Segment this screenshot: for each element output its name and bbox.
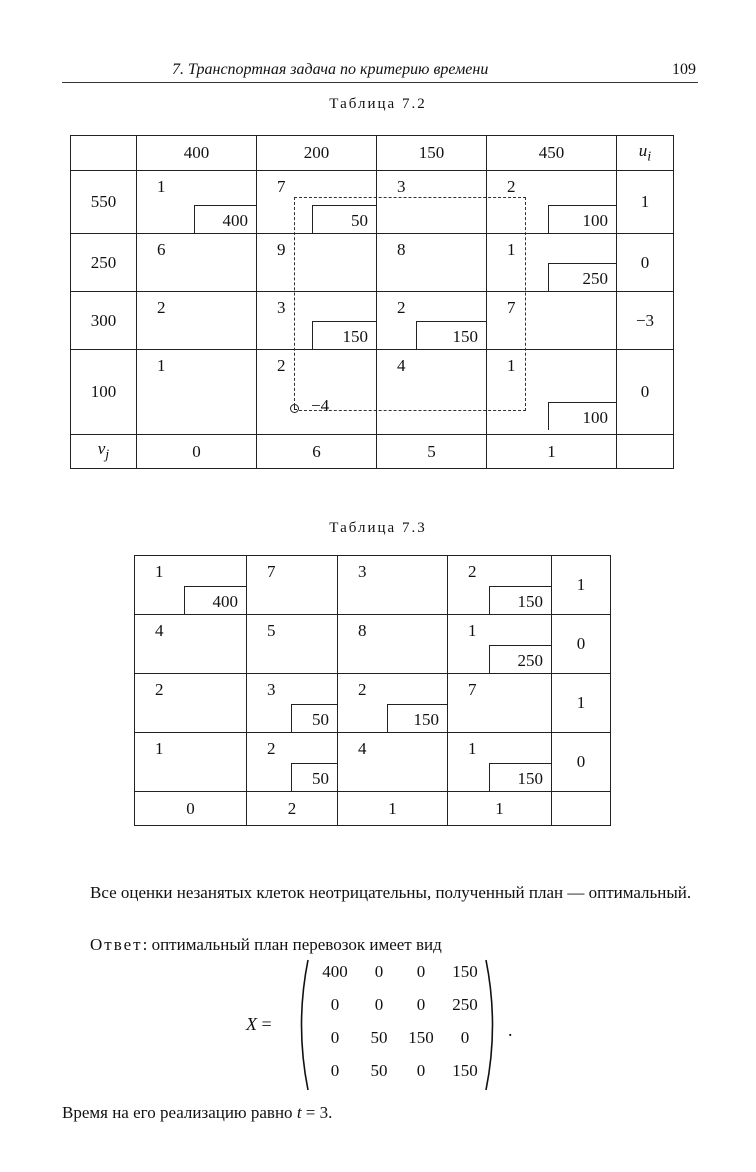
- v-potential: 1: [338, 792, 448, 826]
- cost-value: 1: [468, 739, 477, 758]
- demand-cell: 450: [487, 136, 617, 171]
- u-potential: 0: [617, 350, 674, 435]
- cost-value: 5: [267, 621, 276, 640]
- matrix-period: .: [508, 1020, 513, 1040]
- table-row: [135, 733, 611, 792]
- cost-value: 3: [358, 562, 367, 581]
- demand-cell: 400: [137, 136, 257, 171]
- chapter-title: 7. Транспортная задача по критерию времени: [172, 61, 489, 78]
- empty-cell: [617, 435, 674, 469]
- transport-cell: [135, 674, 247, 733]
- allocation-box: 150: [489, 763, 551, 791]
- table-7-3-caption: Таблица 7.3: [329, 520, 427, 536]
- cost-value: 2: [277, 356, 286, 375]
- allocation-box: 150: [312, 321, 376, 349]
- transport-cell: [135, 615, 247, 674]
- cost-value: 8: [358, 621, 367, 640]
- allocation-box: 100: [548, 402, 616, 430]
- v-potential: 2: [247, 792, 338, 826]
- allocation-box: 100: [548, 205, 616, 233]
- paragraph-conclusion: Все оценки незанятых клеток неотрицательны, полученный план — оптимальный.: [90, 883, 692, 902]
- transport-cell: [448, 733, 552, 792]
- delta-estimate: −4: [311, 396, 330, 415]
- allocation-box: 150: [489, 586, 551, 614]
- u-symbol: u: [638, 140, 648, 160]
- table-7-2-header-row: [71, 136, 674, 171]
- table-row: [71, 350, 674, 435]
- matrix-cell: 0: [330, 1028, 340, 1047]
- v-row: [135, 792, 611, 826]
- transport-cell: [377, 234, 487, 292]
- v-potential: 0: [137, 435, 257, 469]
- transport-cell: [377, 292, 487, 350]
- transport-cell: [377, 171, 487, 234]
- empty-cell: [552, 792, 611, 826]
- matrix-cell: 50: [370, 1028, 388, 1047]
- matrix-cell: 400: [322, 962, 348, 981]
- matrix-cell: 50: [370, 1061, 388, 1080]
- transport-cell: [448, 556, 552, 615]
- cost-value: 3: [277, 298, 286, 317]
- cost-value: 7: [277, 177, 286, 196]
- supply-cell: 250: [71, 234, 137, 292]
- matrix-equation: [240, 958, 540, 1092]
- cost-value: 4: [358, 739, 367, 758]
- transport-cell: [135, 733, 247, 792]
- transport-cell: [257, 171, 377, 234]
- cost-value: 4: [155, 621, 164, 640]
- allocation-box: 250: [548, 263, 616, 291]
- u-potential: 1: [552, 674, 611, 733]
- matrix-variable: X: [246, 1014, 257, 1034]
- supply-cell: 550: [71, 171, 137, 234]
- transport-cell: [338, 615, 448, 674]
- table-row: [135, 674, 611, 733]
- final-suffix: = 3.: [301, 1103, 333, 1122]
- matrix-cell: 150: [452, 962, 478, 981]
- cost-value: 1: [157, 177, 166, 196]
- transport-cell: [247, 733, 338, 792]
- cost-value: 1: [155, 739, 164, 758]
- matrix-cell: 150: [452, 1061, 478, 1080]
- table-7-2: [70, 135, 674, 469]
- cost-value: 9: [277, 240, 286, 259]
- allocation-box: 50: [312, 205, 376, 233]
- cost-value: 7: [468, 680, 477, 699]
- transport-cell: [137, 234, 257, 292]
- final-prefix: Время на его реализацию равно: [62, 1103, 297, 1122]
- transport-cell: [338, 674, 448, 733]
- transport-cell: [137, 292, 257, 350]
- paragraph-answer: [62, 932, 700, 958]
- matrix-cell: 0: [374, 995, 384, 1014]
- allocation-box: 400: [184, 586, 246, 614]
- transport-cell: [135, 556, 247, 615]
- u-subscript: i: [647, 148, 652, 165]
- allocation-box: 400: [194, 205, 256, 233]
- v-symbol: v: [97, 439, 106, 459]
- matrix-cell: 0: [330, 995, 340, 1014]
- cost-value: 7: [507, 298, 516, 317]
- cost-value: 2: [157, 298, 166, 317]
- matrix-cell: 0: [330, 1061, 340, 1080]
- equals-sign: =: [257, 1014, 272, 1034]
- table-row: [135, 615, 611, 674]
- cost-value: 1: [507, 356, 516, 375]
- transport-cell: [257, 234, 377, 292]
- transport-cell: [247, 674, 338, 733]
- answer-text: : оптимальный план перевозок имеет вид: [142, 935, 442, 954]
- transport-cell: [247, 615, 338, 674]
- paragraph-final: [62, 1100, 700, 1126]
- v-subscript: j: [105, 446, 110, 463]
- transport-cell: [137, 350, 257, 435]
- allocation-box: 250: [489, 645, 551, 673]
- v-potential: 1: [487, 435, 617, 469]
- u-potential: 0: [552, 615, 611, 674]
- supply-cell: 100: [71, 350, 137, 435]
- left-parenthesis: [294, 958, 310, 1092]
- cost-value: 1: [507, 240, 516, 259]
- final-variable: t: [296, 1103, 302, 1122]
- transport-cell: [137, 171, 257, 234]
- table-row: [71, 234, 674, 292]
- matrix-row: [312, 1028, 502, 1054]
- cost-value: 8: [397, 240, 406, 259]
- cost-value: 2: [507, 177, 516, 196]
- transport-cell: [338, 556, 448, 615]
- cost-value: 6: [157, 240, 166, 259]
- u-potential: 0: [617, 234, 674, 292]
- u-potential: 1: [617, 171, 674, 234]
- matrix-cell: 0: [416, 1061, 426, 1080]
- transport-cell: [487, 234, 617, 292]
- cost-value: 2: [397, 298, 406, 317]
- cost-value: 4: [397, 356, 406, 375]
- matrix-cell: 150: [408, 1028, 434, 1047]
- cost-value: 2: [358, 680, 367, 699]
- supply-cell: 300: [71, 292, 137, 350]
- cost-value: 7: [267, 562, 276, 581]
- matrix-cell: 250: [452, 995, 478, 1014]
- u-header: [617, 136, 674, 171]
- transport-cell: [487, 350, 617, 435]
- cost-value: 2: [155, 680, 164, 699]
- v-potential: 6: [257, 435, 377, 469]
- v-potential: 1: [448, 792, 552, 826]
- answer-label: Ответ: [90, 935, 143, 954]
- table-7-2-caption: Таблица 7.2: [329, 96, 427, 112]
- cost-value: 1: [157, 356, 166, 375]
- matrix-cell: 0: [374, 962, 384, 981]
- transport-cell: [487, 292, 617, 350]
- demand-cell: 150: [377, 136, 487, 171]
- matrix-label: [246, 1014, 272, 1035]
- allocation-box: 150: [416, 321, 486, 349]
- allocation-box: 50: [291, 704, 337, 732]
- matrix-cell: 0: [416, 995, 426, 1014]
- matrix-cell: 0: [460, 1028, 470, 1047]
- cost-value: 2: [267, 739, 276, 758]
- cost-value: 2: [468, 562, 477, 581]
- demand-cell: 200: [257, 136, 377, 171]
- table-row: [71, 171, 674, 234]
- v-potential: 5: [377, 435, 487, 469]
- corner-cell: [71, 136, 137, 171]
- table-7-3: [134, 555, 611, 826]
- u-potential: −3: [617, 292, 674, 350]
- transport-cell: [377, 350, 487, 435]
- allocation-box: 150: [387, 704, 447, 732]
- u-potential: 1: [552, 556, 611, 615]
- allocation-box: 50: [291, 763, 337, 791]
- transport-cell: [257, 292, 377, 350]
- transport-cell: [338, 733, 448, 792]
- v-header: [71, 435, 137, 469]
- cost-value: 1: [155, 562, 164, 581]
- table-row: [71, 292, 674, 350]
- transport-cell: [487, 171, 617, 234]
- table-row: [135, 556, 611, 615]
- matrix-row: [312, 962, 502, 988]
- transport-cell: [257, 350, 377, 435]
- cost-value: 3: [397, 177, 406, 196]
- running-head: [62, 58, 698, 83]
- cost-value: 1: [468, 621, 477, 640]
- page-number: 109: [672, 61, 696, 78]
- matrix-row: [312, 1061, 502, 1087]
- transport-cell: [448, 674, 552, 733]
- matrix-cell: 0: [416, 962, 426, 981]
- u-potential: 0: [552, 733, 611, 792]
- v-potential: 0: [135, 792, 247, 826]
- v-row: [71, 435, 674, 469]
- cost-value: 3: [267, 680, 276, 699]
- transport-cell: [448, 615, 552, 674]
- matrix-row: [312, 995, 502, 1021]
- transport-cell: [247, 556, 338, 615]
- cycle-start-marker: [290, 404, 299, 413]
